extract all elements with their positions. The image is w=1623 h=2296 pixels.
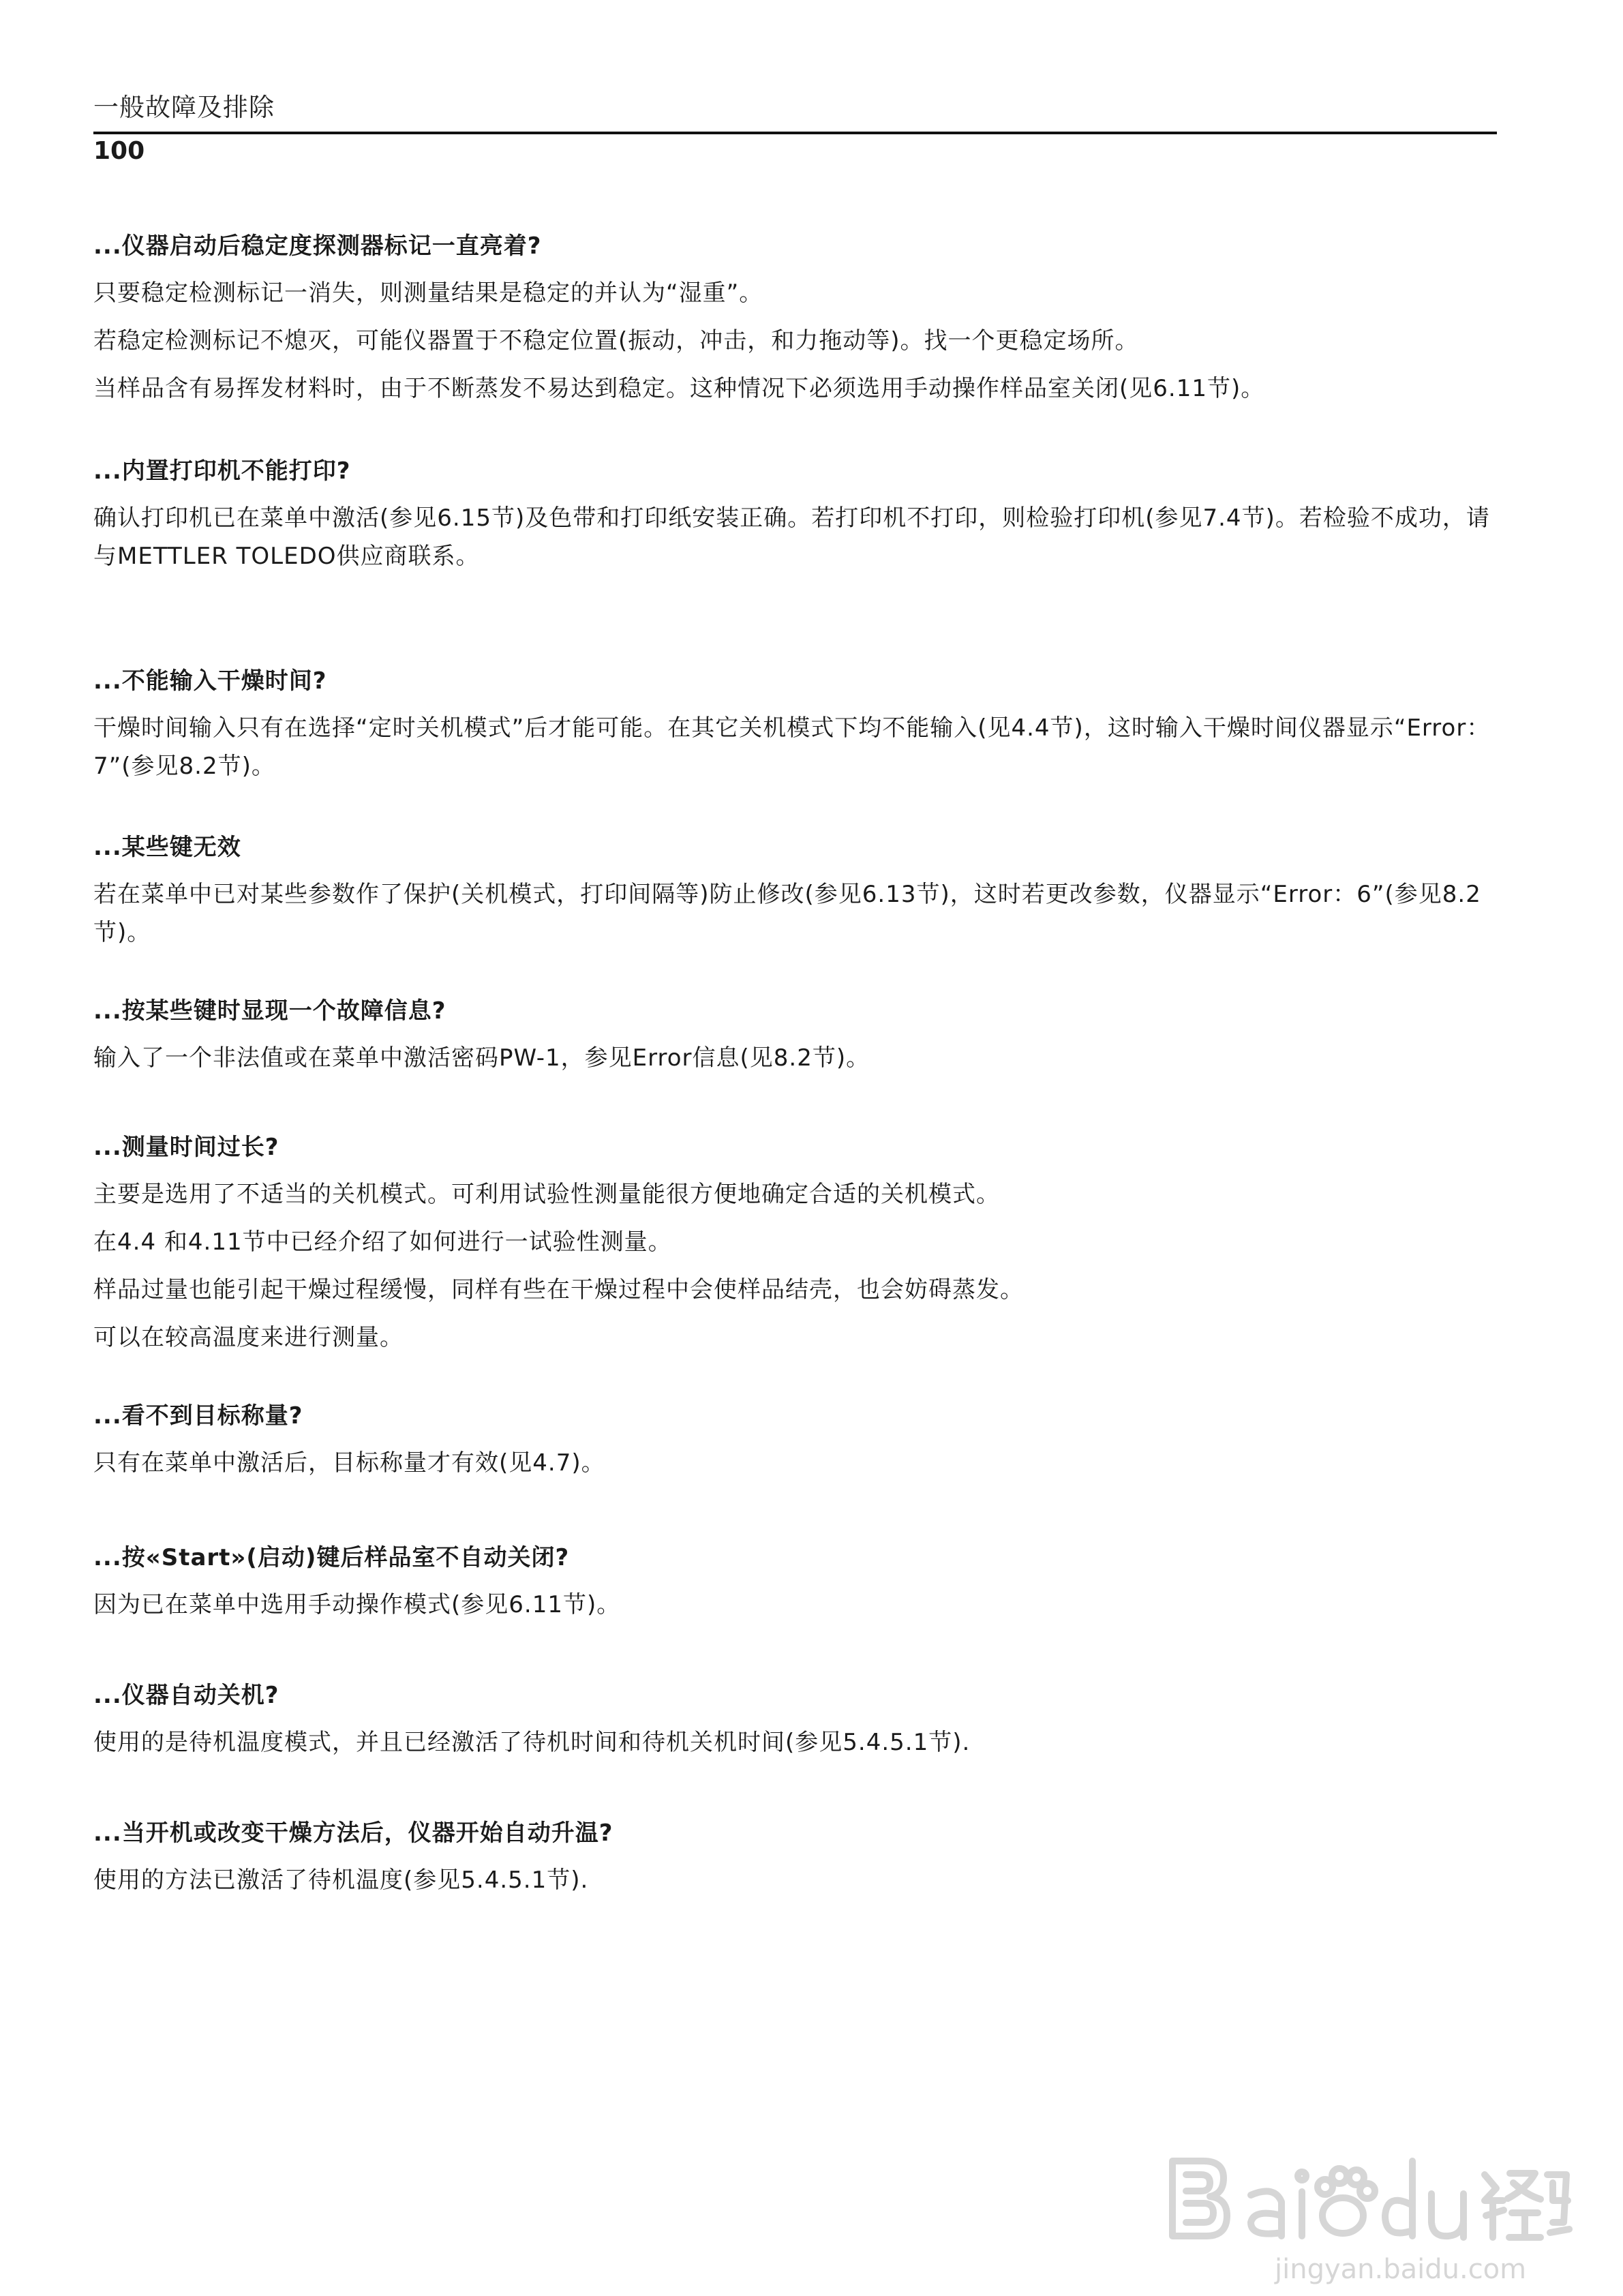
faq-question: ...看不到目标称量? (93, 1402, 303, 1430)
faq-section (93, 1132, 1498, 1357)
faq-section (93, 1817, 1498, 1899)
watermark-url: jingyan.baidu.com (1275, 2254, 1527, 2285)
baidu-jingyan-watermark (1159, 2120, 1581, 2291)
faq-answer: 干燥时间输入只有在选择“定时关机模式”后才能可能。在其它关机模式下均不能输入(见4.4节)，这时输入干燥时间仪器显示“Error：7”(参见8.2节)。 (93, 714, 1491, 780)
faq-question: ...测量时间过长? (93, 1134, 279, 1161)
faq-answer: 输入了一个非法值或在菜单中激活密码PW-1，参见Error信息(见8.2节)。 (93, 1044, 870, 1072)
faq-section (93, 455, 1498, 575)
faq-answer: 在4.4 和4.11节中已经介绍了如何进行一试验性测量。 (93, 1228, 672, 1256)
faq-answer: 当样品含有易挥发材料时，由于不断蒸发不易达到稳定。这种情况下必须选用手动操作样品室关闭(见6.11节)。 (93, 375, 1265, 402)
faq-answer: 若稳定检测标记不熄灭，可能仪器置于不稳定位置(振动，冲击，和力拖动等)。找一个更稳定场所。 (93, 327, 1139, 354)
watermark-logo (1172, 2161, 1569, 2237)
faq-answer: 使用的方法已激活了待机温度(参见5.4.5.1节). (93, 1867, 589, 1894)
header-rule (93, 132, 1497, 134)
faq-answer: 使用的是待机温度模式，并且已经激活了待机时间和待机关机时间(参见5.4.5.1节). (93, 1729, 971, 1756)
faq-answer: 只要稳定检测标记一消失，则测量结果是稳定的并认为“湿重”。 (93, 280, 763, 307)
faq-section (93, 832, 1498, 952)
faq-answer: 若在菜单中已对某些参数作了保护(关机模式，打印间隔等)防止修改(参见6.13节)，这时若更改参数，仪器显示“Error：6”(参见8.2节)。 (93, 881, 1481, 946)
faq-section (93, 995, 1498, 1077)
page-number: 100 (93, 137, 145, 165)
faq-question: ...不能输入干燥时间? (93, 667, 327, 695)
faq-question: ...内置打印机不能打印? (93, 457, 351, 485)
faq-question: ...仪器自动关机? (93, 1682, 279, 1709)
faq-answer: 主要是选用了不适当的关机模式。可利用试验性测量能很方便地确定合适的关机模式。 (93, 1181, 1000, 1208)
faq-answer: 只有在菜单中激活后，目标称量才有效(见4.7)。 (93, 1449, 605, 1477)
chapter-title: 一般故障及排除 (93, 93, 275, 122)
faq-question: ...仪器启动后稳定度探测器标记一直亮着? (93, 232, 542, 260)
faq-question: ...当开机或改变干燥方法后，仪器开始自动升温? (93, 1819, 613, 1847)
faq-answer: 确认打印机已在菜单中激活(参见6.15节)及色带和打印纸安装正确。若打印机不打印，则检验打印机(参见7.4节)。若检验不成功，请与METTLER TOLEDO供应商联系。 (93, 504, 1490, 570)
faq-section (93, 230, 1498, 408)
faq-question: ...按某些键时显现一个故障信息? (93, 997, 446, 1025)
faq-section (93, 1680, 1498, 1762)
faq-question: ...某些键无效 (93, 834, 241, 861)
faq-answer: 因为已在菜单中选用手动操作模式(参见6.11节)。 (93, 1591, 621, 1618)
faq-section (93, 1400, 1498, 1482)
faq-answer: 样品过量也能引起干燥过程缓慢，同样有些在干燥过程中会使样品结壳，也会妨碍蒸发。 (93, 1276, 1024, 1303)
faq-answer: 可以在较高温度来进行测量。 (93, 1324, 404, 1351)
faq-question: ...按«Start»(启动)键后样品室不自动关闭? (93, 1544, 570, 1571)
faq-section (93, 1542, 1498, 1624)
faq-section (93, 665, 1498, 785)
